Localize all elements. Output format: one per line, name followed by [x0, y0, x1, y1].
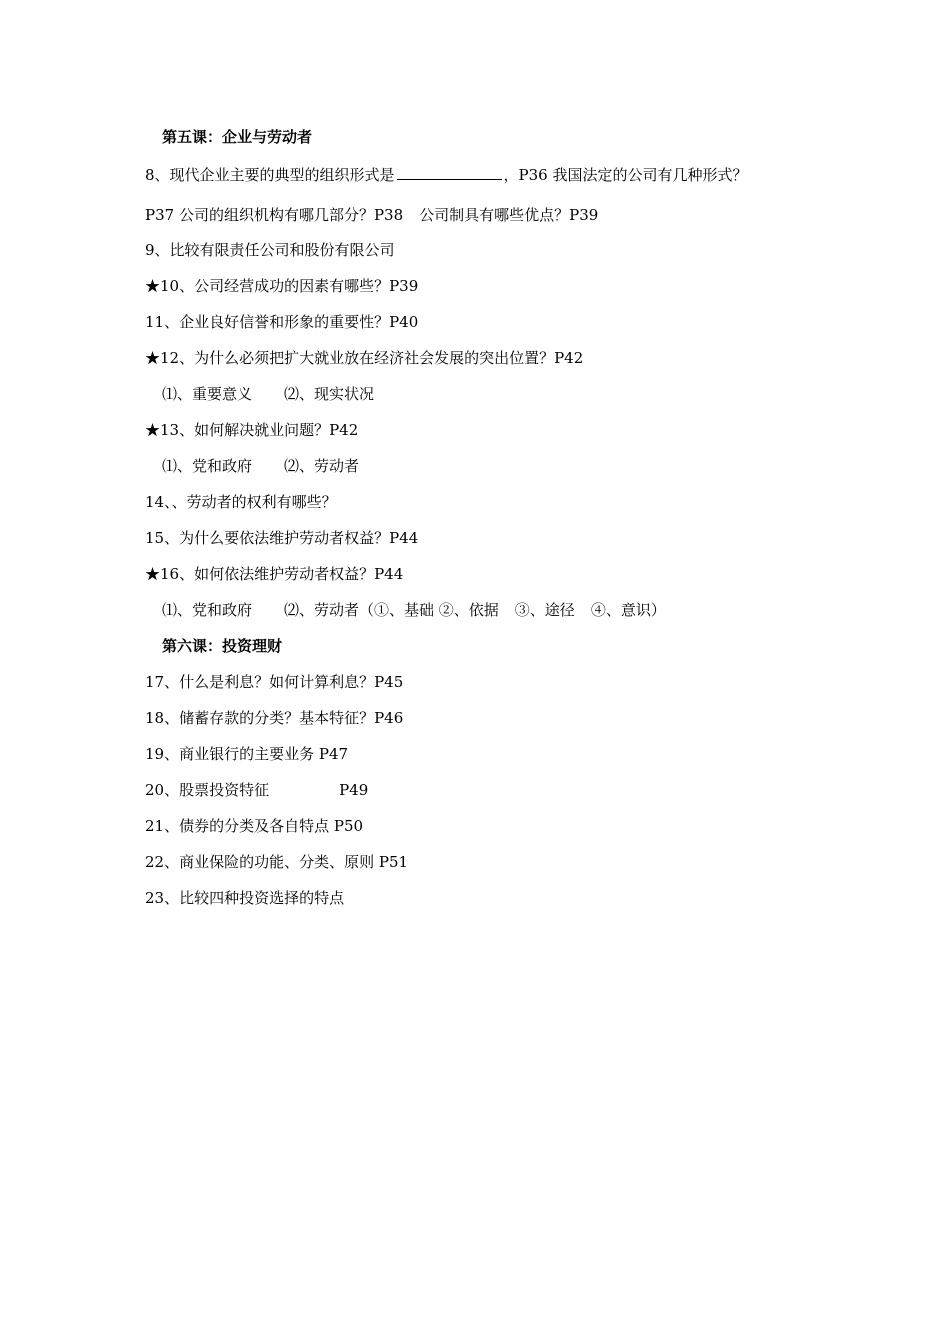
question-18: 18、储蓄存款的分类？基本特征？P46: [145, 709, 404, 727]
question-13-subitems: [162, 456, 359, 476]
question-13: ★13、如何解决就业问题？P42: [145, 421, 359, 439]
question-15: 15、为什么要依法维护劳动者权益？P44: [145, 529, 419, 547]
question-20-page: P49: [339, 781, 369, 799]
question-23: 23、比较四种投资选择的特点: [145, 889, 345, 907]
question-12: ★12、为什么必须把扩大就业放在经济社会发展的突出位置？P42: [145, 349, 584, 367]
question-16: ★16、如何依法维护劳动者权益？P44: [145, 565, 404, 583]
question-13-sub-a: ⑴、党和政府: [162, 457, 253, 475]
question-8: [145, 163, 748, 183]
answer-blank: [397, 163, 502, 180]
question-8-cont-part1: P37 公司的组织机构有哪几部分？P38: [145, 206, 404, 224]
question-16-sub-c: ③、途径: [514, 601, 575, 619]
question-8-prefix: 8、现代企业主要的典型的组织形式是: [145, 166, 395, 184]
question-16-sub-a: ⑴、党和政府: [162, 601, 253, 619]
question-14: 14、、劳动者的权利有哪些？: [145, 493, 337, 511]
question-12-subitems: [162, 384, 374, 404]
question-13-sub-b: ⑵、劳动者: [284, 457, 360, 475]
question-8-continued: [145, 205, 598, 225]
question-10: ★10、公司经营成功的因素有哪些？P39: [145, 277, 419, 295]
question-9: 9、比较有限责任公司和股份有限公司: [145, 241, 395, 259]
question-22: 22、商业保险的功能、分类、原则 P51: [145, 853, 409, 871]
lesson-5-heading: 第五课：企业与劳动者: [162, 128, 313, 146]
question-8-cont-part2: 公司制具有哪些优点？P39: [419, 206, 599, 224]
question-17: 17、什么是利息？如何计算利息？P45: [145, 673, 404, 691]
question-12-sub-b: ⑵、现实状况: [284, 385, 375, 403]
question-8-suffix: ，P36 我国法定的公司有几种形式？: [503, 166, 748, 184]
lesson-6-heading: 第六课：投资理财: [162, 637, 283, 655]
question-12-sub-a: ⑴、重要意义: [162, 385, 253, 403]
question-11: 11、企业良好信誉和形象的重要性？P40: [145, 313, 419, 331]
question-20-label: 20、股票投资特征: [145, 781, 270, 799]
question-21: 21、债券的分类及各自特点 P50: [145, 817, 364, 835]
question-20: [145, 780, 368, 800]
question-16-sub-b: ⑵、劳动者（①、基础 ②、依据: [284, 601, 499, 619]
question-16-subitems: [162, 600, 666, 620]
question-19: 19、商业银行的主要业务 P47: [145, 745, 349, 763]
question-16-sub-d: ④、意识）: [590, 601, 666, 619]
